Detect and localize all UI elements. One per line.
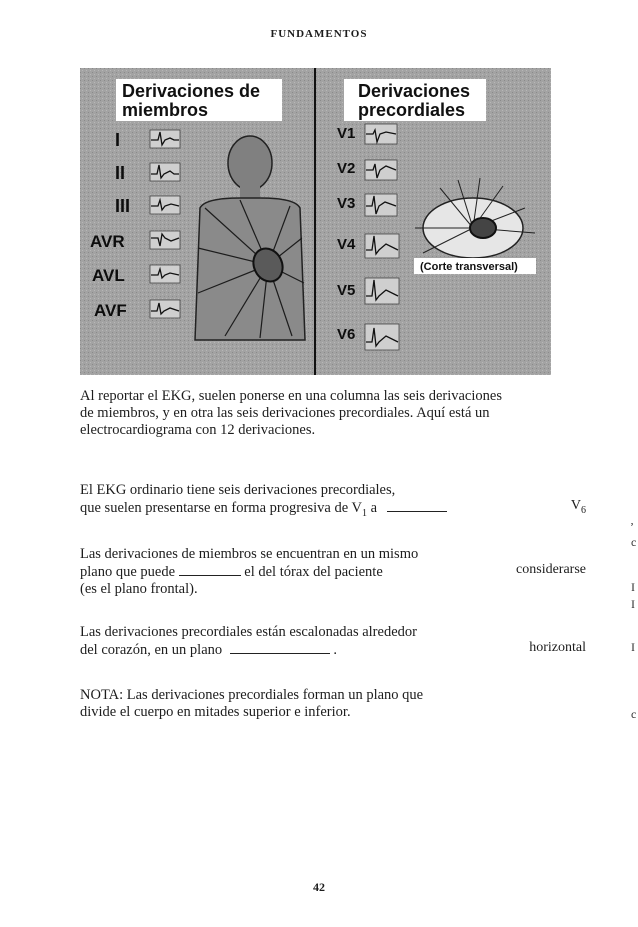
precordial-title-line2: precordiales	[358, 100, 466, 120]
answer-blank[interactable]	[230, 641, 330, 654]
answer-1	[571, 498, 586, 516]
limb-lead-label: III	[115, 196, 131, 216]
question-line: (es el plano frontal).	[80, 581, 198, 597]
caption-line: electrocardiograma con 12 derivaciones.	[80, 422, 316, 438]
edge-mark: I	[631, 597, 635, 611]
edge-mark: c	[631, 707, 637, 721]
cross-section-label: (Corte transversal)	[420, 261, 518, 273]
answer-3: horizontal	[529, 640, 586, 655]
question-text: a	[366, 500, 378, 516]
limb-lead-label: I	[115, 130, 121, 150]
limb-lead-label: AVR	[90, 232, 125, 251]
question-line	[80, 563, 418, 581]
note-line: NOTA: Las derivaciones precordiales forman un plano que	[80, 687, 424, 703]
question-line: Las derivaciones de miembros se encuentran en un mismo	[80, 546, 419, 562]
answer-text: V	[570, 498, 581, 513]
question-text: plano que puede	[80, 564, 176, 580]
answer-2: considerarse	[516, 562, 586, 577]
subscript: 1	[361, 507, 367, 519]
question-text: que suelen presentarse en forma progresiva de V	[80, 500, 362, 516]
edge-mark: I	[631, 640, 635, 654]
precordial-lead-label: V5	[337, 282, 356, 299]
precordial-lead-label: V1	[337, 125, 356, 142]
limb-title-line2: miembros	[122, 100, 209, 120]
edge-mark: c	[631, 535, 637, 549]
question-text: .	[333, 642, 338, 658]
figure-caption	[80, 388, 502, 439]
answer-blank[interactable]	[179, 563, 241, 576]
limb-lead-label: AVF	[94, 301, 127, 320]
answer-subscript: 6	[581, 504, 586, 516]
question-3	[80, 624, 417, 659]
question-line	[80, 641, 417, 659]
question-line	[80, 499, 447, 522]
question-text: del corazón, en un plano	[80, 642, 223, 658]
running-header: FUNDAMENTOS	[270, 28, 368, 40]
answer-blank[interactable]	[387, 499, 447, 512]
precordial-lead-label: V2	[337, 160, 356, 177]
limb-lead-label: AVL	[92, 266, 125, 285]
question-line: Las derivaciones precordiales están escalonadas alrededor	[80, 624, 417, 640]
caption-line: de miembros, y en otra las seis derivaciones precordiales. Aquí está un	[80, 405, 490, 421]
question-text: el del tórax del paciente	[244, 564, 383, 580]
limb-title-line1: Derivaciones de	[122, 81, 261, 101]
ekg-figure	[80, 68, 551, 375]
ekg-figure-svg	[80, 68, 551, 375]
question-1	[80, 482, 447, 522]
caption-line: Al reportar el EKG, suelen ponerse en una columna las seis derivaciones	[80, 388, 502, 404]
note	[80, 687, 423, 721]
question-line: El EKG ordinario tiene seis derivaciones precordiales,	[80, 482, 396, 498]
precordial-lead-label: V6	[337, 326, 356, 343]
edge-mark: ʼ	[630, 520, 634, 534]
edge-mark: I	[631, 580, 635, 594]
note-line: divide el cuerpo en mitades superior e inferior.	[80, 704, 351, 720]
precordial-lead-label: V4	[337, 236, 356, 253]
page-number: 42	[313, 880, 325, 894]
precordial-lead-label: V3	[337, 195, 356, 212]
limb-lead-label: II	[115, 163, 126, 183]
precordial-title-line1: Derivaciones	[358, 81, 471, 101]
question-2	[80, 546, 418, 598]
